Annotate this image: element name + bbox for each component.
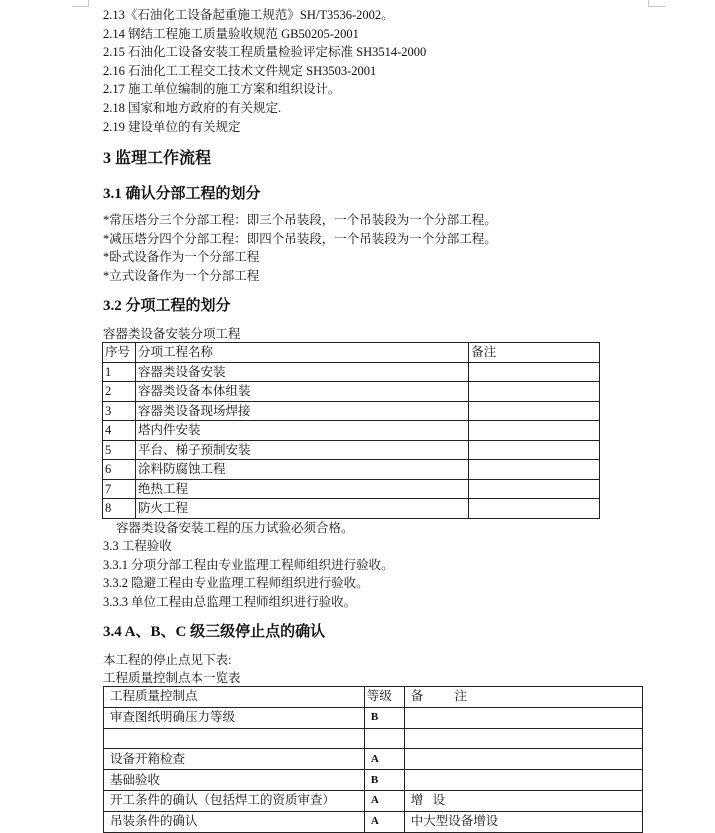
table-cell	[404, 728, 642, 749]
reference-list	[103, 6, 426, 136]
table-cell: 开工条件的确认（包括焊工的资质审查）	[104, 790, 365, 811]
table-header-cell: 备注	[469, 343, 600, 363]
table-row	[103, 382, 600, 402]
table-cell	[404, 749, 642, 770]
table-cell: 中大型设备增设	[404, 811, 642, 832]
reference-item: 2.17 施工单位编制的施工方案和组织设计。	[103, 82, 341, 97]
table-cell	[104, 728, 365, 749]
table-cell	[469, 382, 600, 402]
section-3-1-heading: 3.1 确认分部工程的划分	[103, 186, 261, 202]
table-cell: 吊装条件的确认	[104, 811, 365, 832]
table-row	[103, 401, 600, 421]
table-row	[104, 707, 643, 728]
table-header-cell: 序号	[103, 343, 136, 363]
table-cell: 容器类设备安装	[135, 362, 468, 382]
table-cell: 6	[103, 460, 136, 480]
page-corner-mark-right	[648, 0, 665, 7]
table-row	[103, 479, 600, 499]
table-cell: 8	[103, 499, 136, 519]
table-row	[104, 770, 643, 791]
section-3-2-heading: 3.2 分项工程的划分	[103, 298, 231, 314]
acceptance-list	[103, 537, 394, 611]
section-3-heading: 3 监理工作流程	[103, 150, 212, 167]
table-cell: 绝热工程	[135, 479, 468, 499]
table-cell: 平台、梯子预制安装	[135, 440, 468, 460]
table-cell	[469, 401, 600, 421]
list-item: 3.3.1 分项分部工程由专业监理工程师组织进行验收。	[103, 557, 394, 572]
table-cell: 设备开箱检查	[104, 749, 365, 770]
level-cell: B	[364, 707, 404, 728]
subdivision-list	[103, 211, 497, 285]
subitem-table	[102, 342, 600, 519]
table1-note: 容器类设备安装工程的压力试验必须合格。	[116, 521, 354, 535]
table-cell	[469, 440, 600, 460]
table-header-row	[103, 343, 600, 363]
table-cell: 防火工程	[135, 499, 468, 519]
list-item: *常压塔分三个分部工程：即三个吊装段，一个吊装段为一个分部工程。	[103, 213, 497, 227]
table-cell: 涂料防腐蚀工程	[135, 460, 468, 480]
table-row	[103, 440, 600, 460]
level-cell: A	[364, 749, 404, 770]
table-cell: 4	[103, 421, 136, 441]
table-cell	[469, 479, 600, 499]
table-cell	[469, 499, 600, 519]
table-row	[103, 362, 600, 382]
table-header-cell: 备 注	[404, 687, 642, 708]
reference-item: 2.16 石油化工工程交工技术文件规定 SH3503-2001	[103, 63, 377, 78]
reference-item: 2.13《石油化工设备起重施工规范》SH/T3536-2002。	[103, 8, 394, 22]
level-cell: B	[364, 770, 404, 791]
table-cell	[469, 362, 600, 382]
table-header-cell: 等级	[364, 687, 404, 708]
list-item: 3.3.3 单位工程由总监理工程师组织进行验收。	[103, 594, 357, 609]
table-row	[103, 460, 600, 480]
table1-caption: 容器类设备安装分项工程	[103, 327, 241, 341]
level-cell: A	[364, 811, 404, 832]
table-cell: 7	[103, 479, 136, 499]
acceptance-heading: 3.3 工程验收	[103, 539, 172, 553]
table-cell: 基础验收	[104, 770, 365, 791]
table-cell: 2	[103, 382, 136, 402]
table-cell: 3	[103, 401, 136, 421]
table-row	[104, 728, 643, 749]
table-header-row	[104, 687, 643, 708]
table-header-cell: 分项工程名称	[135, 343, 468, 363]
table-cell	[469, 460, 600, 480]
table-cell	[469, 421, 600, 441]
list-item: *卧式设备作为一个分部工程	[103, 250, 260, 265]
table-row	[103, 421, 600, 441]
table-row	[104, 790, 643, 811]
stop-point-intro: 本工程的停止点见下表:	[103, 653, 232, 667]
table-cell: 容器类设备现场焊接	[135, 401, 468, 421]
quality-control-table	[103, 686, 643, 833]
table-row	[104, 749, 643, 770]
table-cell: 容器类设备本体组装	[135, 382, 468, 402]
reference-item: 2.15 石油化工设备安装工程质量检验评定标准 SH3514-2000	[103, 45, 427, 60]
list-item: 3.3.2 隐避工程由专业监理工程师组织进行验收。	[103, 576, 369, 591]
reference-item: 2.14 钢结工程施工质量验收规范 GB50205-2001	[103, 26, 359, 41]
page-corner-mark-left	[72, 0, 89, 7]
table-cell	[404, 707, 642, 728]
list-item: *立式设备作为一个分部工程	[103, 268, 260, 283]
table-cell: 塔内件安装	[135, 421, 468, 441]
table-cell: 审查图纸明确压力等级	[104, 707, 365, 728]
table-cell: 增 设	[404, 790, 642, 811]
table-header-cell: 工程质量控制点	[104, 687, 365, 708]
table2-caption: 工程质量控制点本一览表	[103, 671, 241, 685]
reference-item: 2.19 建设单位的有关规定	[103, 119, 241, 134]
table-row	[103, 499, 600, 519]
reference-item: 2.18 国家和地方政府的有关规定.	[103, 100, 282, 115]
table-row	[104, 811, 643, 832]
table-cell: 5	[103, 440, 136, 460]
level-cell	[364, 728, 404, 749]
table-cell	[404, 770, 642, 791]
level-cell: A	[364, 790, 404, 811]
table-cell: 1	[103, 362, 136, 382]
section-3-4-heading: 3.4 A、B、C 级三级停止点的确认	[103, 624, 326, 640]
list-item: *减压塔分四个分部工程：即四个吊装段，一个吊装段为一个分部工程。	[103, 231, 497, 246]
